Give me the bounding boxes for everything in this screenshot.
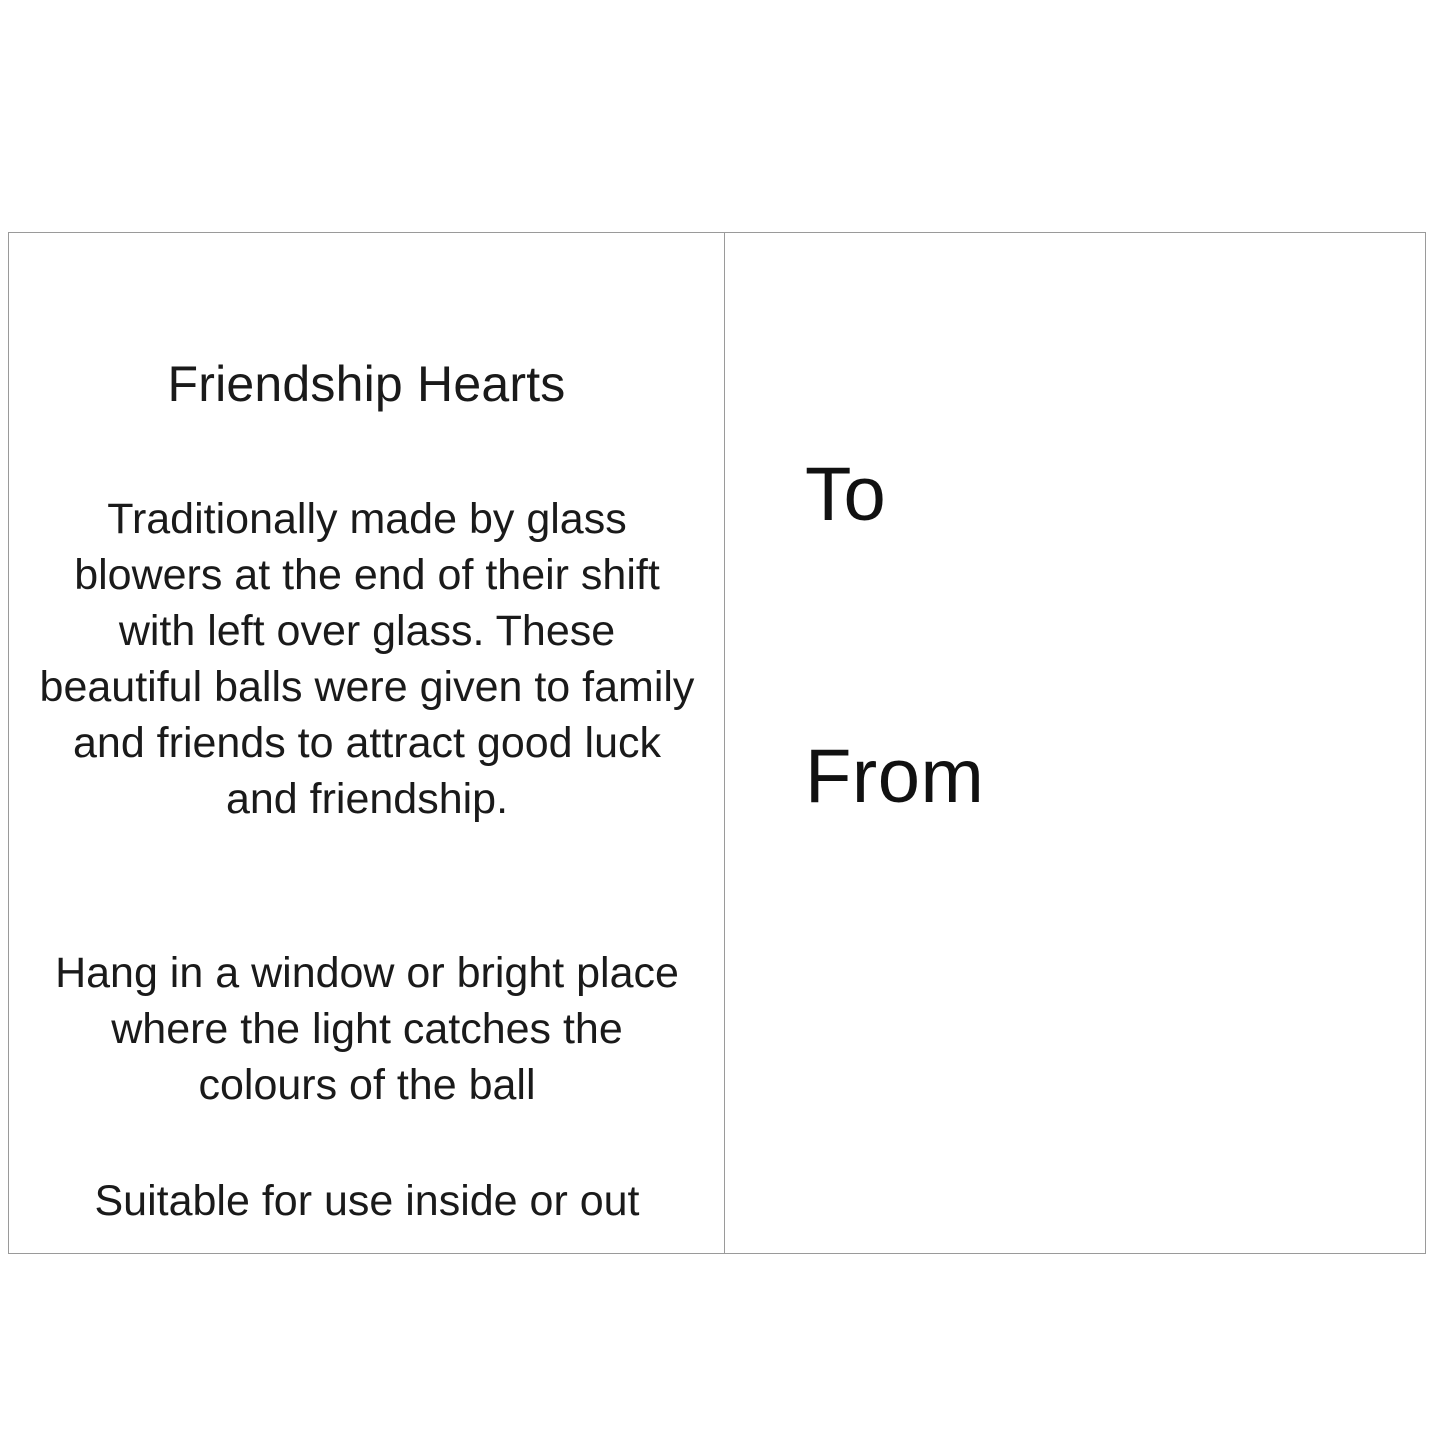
gift-card xyxy=(8,232,1426,1254)
description-paragraph-placement: Hang in a window or bright place where the light catches the colours of the ball xyxy=(55,949,679,1109)
from-field-label: From xyxy=(805,734,985,819)
card-info-panel xyxy=(9,233,725,1253)
card-message-panel xyxy=(725,233,1425,1253)
to-field-label: To xyxy=(805,452,887,537)
page-title: Friendship Hearts xyxy=(167,356,566,412)
description-paragraph-origin: Traditionally made by glass blowers at the end of their shift with left over glass. These beautiful balls were given to family and friends to attract good luck and friendship. xyxy=(39,495,695,823)
description-paragraph-suitability: Suitable for use inside or out xyxy=(94,1177,640,1225)
